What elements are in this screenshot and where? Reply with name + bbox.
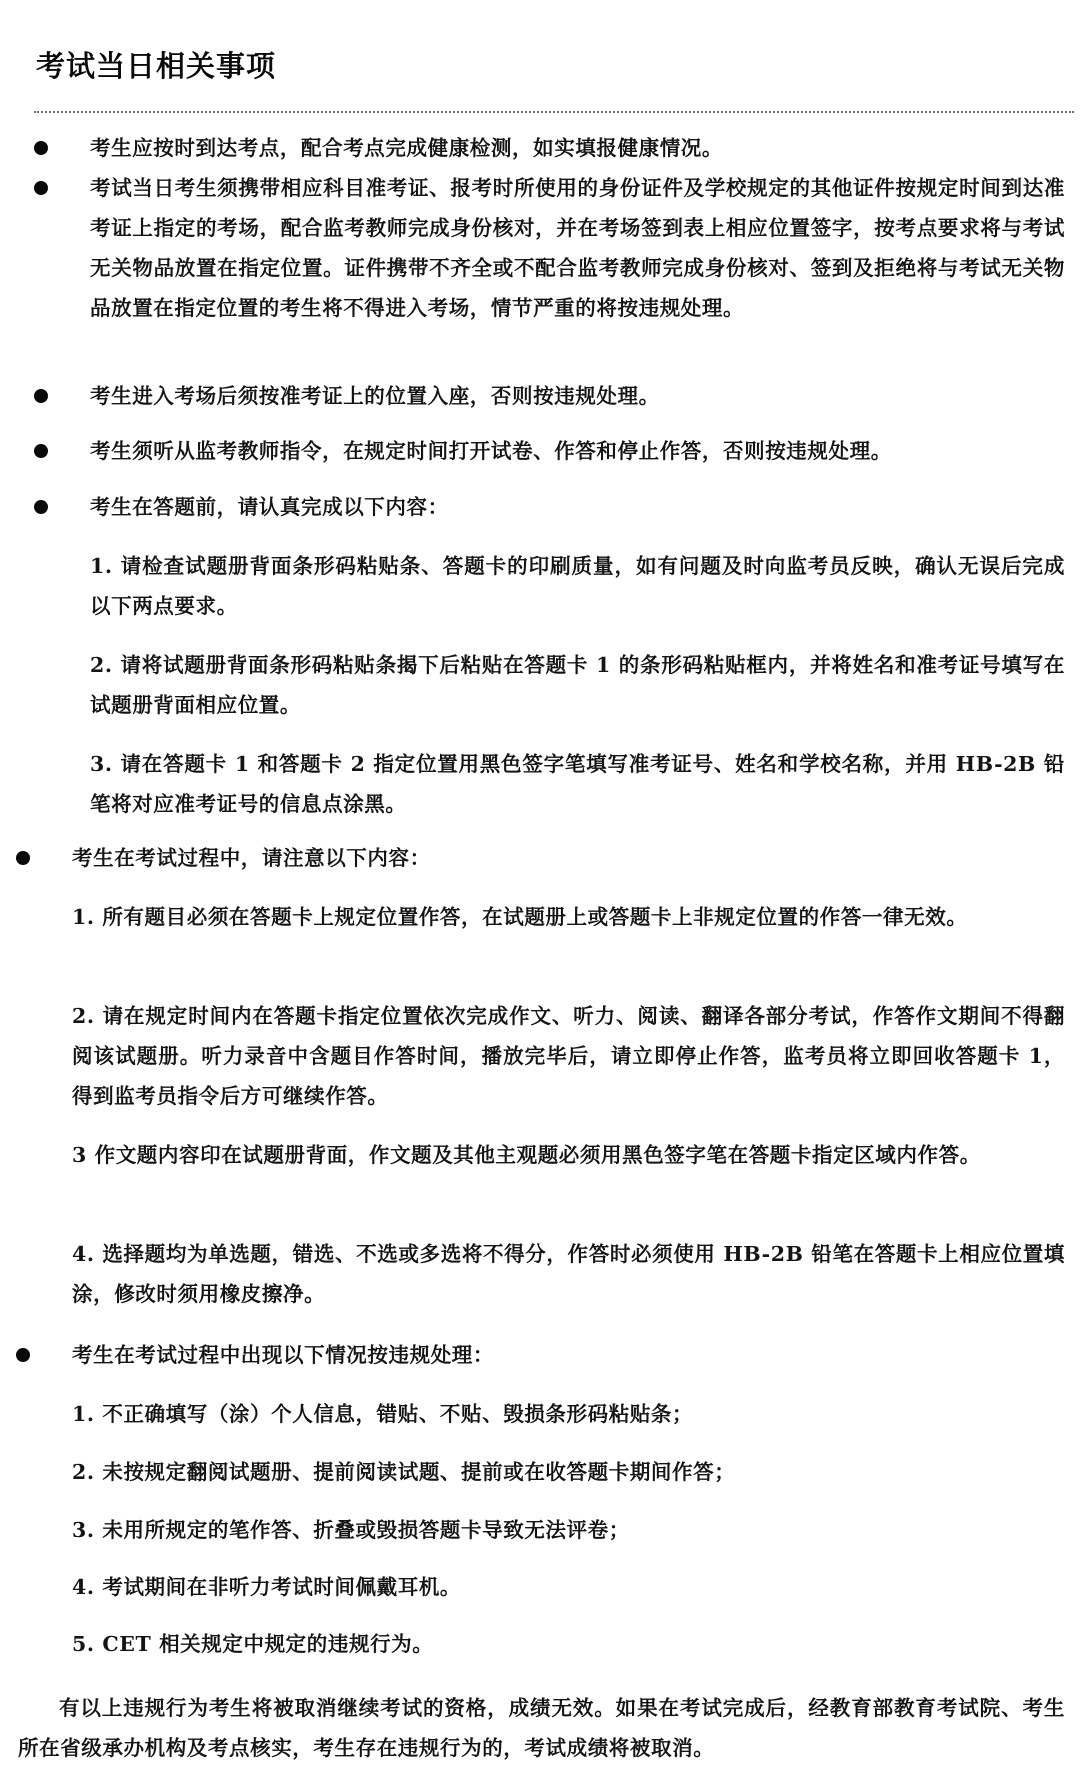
- violation-item-wrong-pen: 3. 未用所规定的笔作答、折叠或毁损答题卡导致无法评卷；: [72, 1518, 630, 1542]
- bullet-dot-icon: [16, 1348, 30, 1362]
- bullet-dot-icon: [34, 181, 48, 195]
- bullet-item-health-check: 考生应按时到达考点，配合考点完成健康检测，如实填报健康情况。: [90, 136, 723, 160]
- bullet-item-instructions: 考生须听从监考教师指令，在规定时间打开试卷、作答和停止作答，否则按违规处理。: [90, 439, 892, 463]
- bullet-item-before-answering: 考生在答题前，请认真完成以下内容：: [90, 495, 449, 519]
- bullet-dot-icon: [34, 444, 48, 458]
- violation-item-early-reading: 2. 未按规定翻阅试题册、提前阅读试题、提前或在收答题卡期间作答；: [72, 1460, 736, 1484]
- sub-item-multiple-choice: 4. 选择题均为单选题，错选、不选或多选将不得分，作答时必须使用 HB-2B 铅笔在答题卡上相应位置填涂，修改时须用橡皮擦净。: [72, 1242, 1065, 1306]
- sub-item-essay: 3 作文题内容印在试题册背面，作文题及其他主观题必须用黑色签字笔在答题卡指定区域内作答。: [72, 1143, 981, 1167]
- bullet-dot-icon: [34, 141, 48, 155]
- bullet-item-id-documents: 考试当日考生须携带相应科目准考证、报考时所使用的身份证件及学校规定的其他证件按规定时间到达准考证上指定的考场，配合监考教师完成身份核对，并在考场签到表上相应位置签字，按考点要求将与考试无关物品放置在指定位置。证件携带不齐全或不配合监考教师完成身份核对、签到及拒绝将与考试无关物品放置在指定位置的考生将不得进入考场，情节严重的将按违规处理。: [90, 176, 1065, 320]
- violation-item-personal-info: 1. 不正确填写（涂）个人信息，错贴、不贴、毁损条形码粘贴条；: [72, 1402, 694, 1426]
- sub-item-section-order: 2. 请在规定时间内在答题卡指定位置依次完成作文、听力、阅读、翻译各部分考试，作答作文期间不得翻阅该试题册。听力录音中含题目作答时间，播放完毕后，请立即停止作答，监考员将立即回收答题卡 1，得到监考员指令后方可继续作答。: [72, 1004, 1065, 1108]
- bullet-dot-icon: [34, 500, 48, 514]
- violation-item-cet-rules: 5. CET 相关规定中规定的违规行为。: [72, 1632, 434, 1656]
- bullet-item-violations: 考生在考试过程中出现以下情况按违规处理：: [72, 1343, 494, 1367]
- sub-item-answer-location: 1. 所有题目必须在答题卡上规定位置作答，在试题册上或答题卡上非规定位置的作答一律无效。: [72, 905, 968, 929]
- violation-item-earphones: 4. 考试期间在非听力考试时间佩戴耳机。: [72, 1575, 462, 1599]
- bullet-item-seating: 考生进入考场后须按准考证上的位置入座，否则按违规处理。: [90, 384, 660, 408]
- sub-item-fill-info: 3. 请在答题卡 1 和答题卡 2 指定位置用黑色签字笔填写准考证号、姓名和学校名称，并用 HB-2B 铅笔将对应准考证号的信息点涂黑。: [90, 752, 1065, 816]
- closing-paragraph: 有以上违规行为考生将被取消继续考试的资格，成绩无效。如果在考试完成后，经教育部教育考试院、考生所在省级承办机构及考点核实，考生存在违规行为的，考试成绩将被取消。: [18, 1696, 1065, 1760]
- bullet-item-during-exam: 考生在考试过程中，请注意以下内容：: [72, 846, 431, 870]
- dotted-divider: [34, 111, 1074, 113]
- sub-item-barcode-sticker: 2. 请将试题册背面条形码粘贴条揭下后粘贴在答题卡 1 的条形码粘贴框内，并将姓名和准考证号填写在试题册背面相应位置。: [90, 653, 1065, 717]
- sub-item-check-print-quality: 1. 请检查试题册背面条形码粘贴条、答题卡的印刷质量，如有问题及时向监考员反映，确认无误后完成以下两点要求。: [90, 554, 1065, 618]
- page-title: 考试当日相关事项: [36, 49, 277, 83]
- bullet-dot-icon: [34, 389, 48, 403]
- bullet-dot-icon: [16, 851, 30, 865]
